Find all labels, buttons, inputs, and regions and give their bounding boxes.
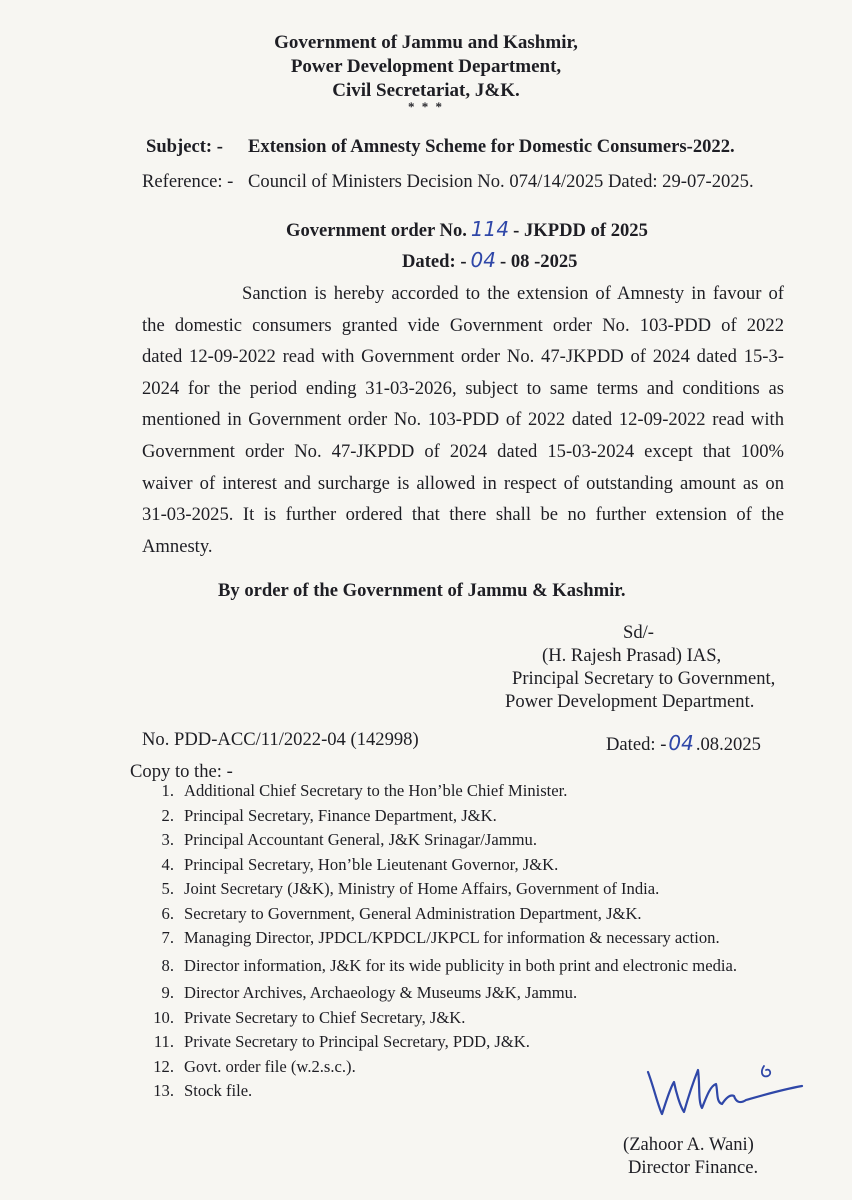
header-line-3: Civil Secretariat, J&K. [332,80,520,101]
signatory-department: Power Development Department. [505,691,755,712]
body-line: 31-03-2025. It is further ordered that there shall be no further extension of the [142,504,784,526]
signatory-sd: Sd/- [623,622,654,643]
list-item: 3. Principal Accountant General, J&K Srinagar/Jammu. [161,830,537,849]
order-number-handwritten: 114 [470,217,510,241]
order-prefix: Government order No. [286,220,467,241]
list-item: 6. Secretary to Government, General Administration Department, J&K. [161,903,642,923]
body-line: Government order No. 47-JKPDD of 2024 dated 15-03-2024 except that 100% [142,440,784,462]
list-item: 13. Stock file. [153,1081,253,1100]
subject-text: Extension of Amnesty Scheme for Domestic Consumers-2022. [248,136,735,157]
reference-date [606,731,761,756]
copy-to-label: Copy to the: - [130,761,233,782]
body-line: waiver of interest and surcharge is allowed in respect of outstanding amount as on [142,472,784,494]
order-dated-handwritten: 04 [470,248,496,272]
reference-label: Reference: - [142,171,234,192]
list-item: 10. Private Secretary to Chief Secretary, J&K. [153,1007,466,1027]
signatory-title: Principal Secretary to Government, [512,668,776,689]
ref-dated-suffix: .08.2025 [695,734,761,755]
body-line: Amnesty. [142,535,213,557]
order-suffix: - JKPDD of 2025 [513,220,648,241]
body-paragraph [142,278,784,562]
body-line: dated 12-09-2022 read with Government order No. 47-JKPDD of 2024 dated 15-3- [142,346,784,368]
list-item: 11. Private Secretary to Principal Secretary, PDD, J&K. [153,1032,530,1051]
list-item: 4. Principal Secretary, Hon’ble Lieutenant Governor, J&K. [161,854,559,874]
body-line: 2024 for the period ending 31-03-2026, subject to same terms and conditions as [142,377,784,399]
footer-signatory-title: Director Finance. [628,1157,759,1178]
ref-dated-prefix: Dated: - [606,734,667,755]
order-dated-suffix: - 08 -2025 [500,251,578,272]
list-item: 9. Director Archives, Archaeology & Museums J&K, Jammu. [161,983,578,1002]
list-item: 8. Director information, J&K for its wide publicity in both print and electronic media. [161,955,737,975]
reference-number: No. PDD-ACC/11/2022-04 (142998) [142,729,419,750]
by-order-line: By order of the Government of Jammu & Kashmir. [218,580,626,601]
order-dated-prefix: Dated: - [402,251,467,272]
handwritten-signature [640,1058,810,1128]
list-item: 12. Govt. order file (w.2.s.c.). [153,1056,356,1076]
list-item: 1. Additional Chief Secretary to the Hon’ble Chief Minister. [161,781,568,800]
order-date [402,248,577,273]
header-stars: * * * [408,99,444,114]
header-line-2: Power Development Department, [290,56,562,77]
body-line: mentioned in Government order No. 103-PDD of 2022 dated 12-09-2022 read with [142,409,784,431]
list-item: 2. Principal Secretary, Finance Department, J&K. [161,805,497,825]
footer-signatory-name: (Zahoor A. Wani) [623,1134,754,1155]
list-item: 7. Managing Director, JPDCL/KPDCL/JKPCL for information & necessary action. [161,928,720,947]
signatory-name: (H. Rajesh Prasad) IAS, [542,645,722,666]
copy-list [142,781,792,1106]
ref-dated-handwritten: 04 [668,731,694,755]
order-number [286,217,648,242]
reference-text: Council of Ministers Decision No. 074/14/2025 Dated: 29-07-2025. [248,171,754,192]
body-line: Sanction is hereby accorded to the extension of Amnesty in favour of [242,283,784,304]
subject-label: Subject: - [146,136,223,157]
header-line-1: Government of Jammu and Kashmir, [274,32,578,53]
list-item: 5. Joint Secretary (J&K), Ministry of Home Affairs, Government of India. [161,879,660,898]
body-line: the domestic consumers granted vide Government order No. 103-PDD of 2022 [142,314,784,336]
